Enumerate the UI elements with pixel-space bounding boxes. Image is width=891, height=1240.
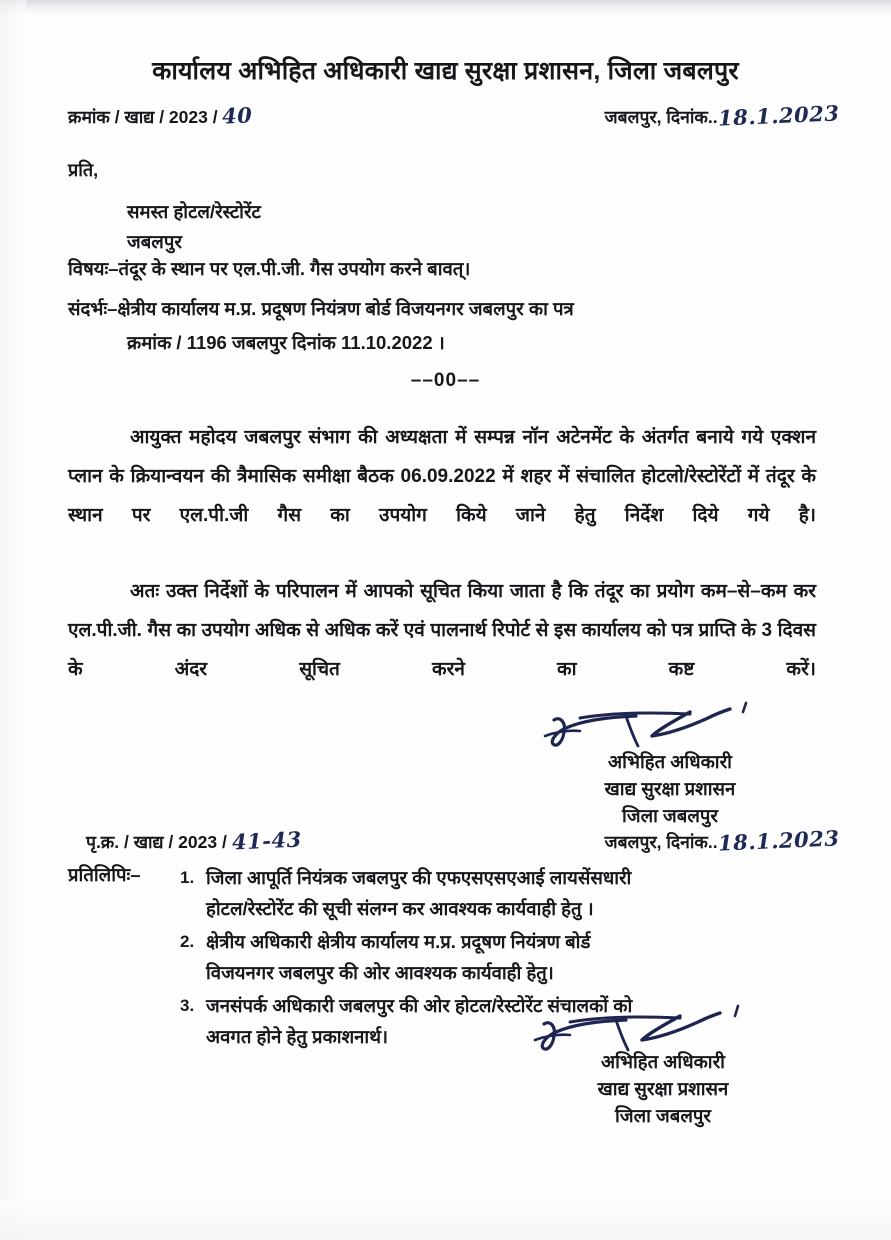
date-leader-dots: .. (707, 107, 718, 127)
endorsement-number-label: पृ.क्र. / खाद्य / 2023 / (86, 832, 227, 852)
letter-number-handwritten-value: 40 (221, 102, 254, 129)
body-paragraph-1: आयुक्त महोदय जबलपुर संभाग की अध्यक्षता में सम्पन्न नॉन अटेनमेंट के अंतर्गत बनाये गये एक्शन प्लान के क्रियान्वयन की त्रैमासिक समीक्षा बैठक 06.09.2022 में शहर में संचालित होटलो/रेस्टोरेंटों में तंदूर के स्थान पर एल.पी.जी गैस का उपयोग किये जाने हेतु निर्देश दिये गये है। (68, 427, 816, 526)
endorsement-number-handwritten-value: 41-43 (231, 826, 302, 855)
signatory-department: खाद्य सुरक्षा प्रशासन (604, 778, 736, 799)
letter-reference-row (68, 100, 840, 137)
list-item (180, 990, 840, 1052)
letter-number-label: क्रमांक / खाद्य / 2023 / (68, 107, 218, 127)
copy-list-items (180, 862, 840, 1054)
list-item-line-1: जनसंपर्क अधिकारी जबलपुर की ओर होटल/रेस्टोरेंट संचालकों को (206, 995, 633, 1016)
list-item-number: 3. (180, 996, 195, 1015)
list-item-line-1: क्षेत्रीय अधिकारी क्षेत्रीय कार्यालय म.प्र. प्रदूषण नियंत्रण बोर्ड (206, 931, 591, 952)
signatory-department: खाद्य सुरक्षा प्रशासन (597, 1078, 729, 1099)
letter-place-date (604, 100, 840, 131)
copy-list-label: प्रतिलिपिः– (68, 864, 141, 885)
signatory-designation: अभिहित अधिकारी (608, 751, 732, 772)
signatory-district: जिला जबलपुर (622, 805, 718, 826)
list-item-line-2: अवगत होने हेतु प्रकाशनार्थ। (206, 1026, 389, 1047)
endorsement-place-date (604, 825, 840, 856)
signature-block-primary (545, 748, 795, 829)
to-label: प्रति, (68, 160, 99, 180)
addressee-line-1: समस्त होटल/रेस्टोरेंट (127, 201, 261, 222)
list-item-line-2: विजयनगर जबलपुर की ओर आवश्यक कार्यवाही हेतु। (206, 962, 554, 983)
endorsement-reference-row (86, 825, 840, 860)
letter-place-date-label: जबलपुर, दिनांक (604, 107, 708, 127)
addressee-line-2: जबलपुर (127, 231, 182, 252)
signatory-designation: अभिहित अधिकारी (601, 1051, 725, 1072)
letter-date-handwritten-value: 18.1.2023 (717, 100, 840, 131)
list-item-line-1: जिला आपूर्ति नियंत्रक जबलपुर की एफएसएसएआई लायसेंसधारी (206, 867, 632, 888)
signature-block-secondary (538, 1048, 788, 1129)
section-separator: ––00–– (410, 370, 481, 391)
endorsement-date-handwritten-value: 18.1.2023 (717, 825, 840, 856)
letter-number (68, 103, 253, 129)
reference-line-2: क्रमांक / 1196 जबलपुर दिनांक 11.10.2022 । (127, 332, 445, 353)
endorsement-number (86, 828, 301, 854)
body-paragraph-2: अतः उक्त निर्देशों के परिपालन में आपको सूचित किया जाता है कि तंदूर का प्रयोग कम–से–कम कर एल.पी.जी. गैस का उपयोग अधिक से अधिक करें एवं पालनार्थ रिपोर्ट से इस कार्यालय को पत्र प्राप्ति के 3 दिवस के अंदर सूचित करने का कष्ट करें। (68, 581, 816, 680)
list-item (180, 926, 840, 988)
endorsement-date-leader-dots: .. (707, 832, 718, 852)
list-item (180, 862, 840, 924)
endorsement-place-date-label: जबलपुर, दिनांक (604, 832, 708, 852)
subject-line: विषयः–तंदूर के स्थान पर एल.पी.जी. गैस उपयोग करने बावत्। (68, 258, 471, 279)
page-title: कार्यालय अभिहित अधिकारी खाद्य सुरक्षा प्रशासन, जिला जबलपुर (152, 57, 739, 85)
reference-line-1: संदर्भः–क्षेत्रीय कार्यालय म.प्र. प्रदूषण नियंत्रण बोर्ड विजयनगर जबलपुर का पत्र (68, 298, 574, 319)
list-item-number: 2. (180, 932, 195, 951)
list-item-number: 1. (180, 868, 195, 887)
signatory-district: जिला जबलपुर (615, 1105, 711, 1126)
list-item-line-2: होटल/रेस्टोरेंट की सूची संलग्न कर आवश्यक कार्यवाही हेतु । (206, 898, 594, 919)
